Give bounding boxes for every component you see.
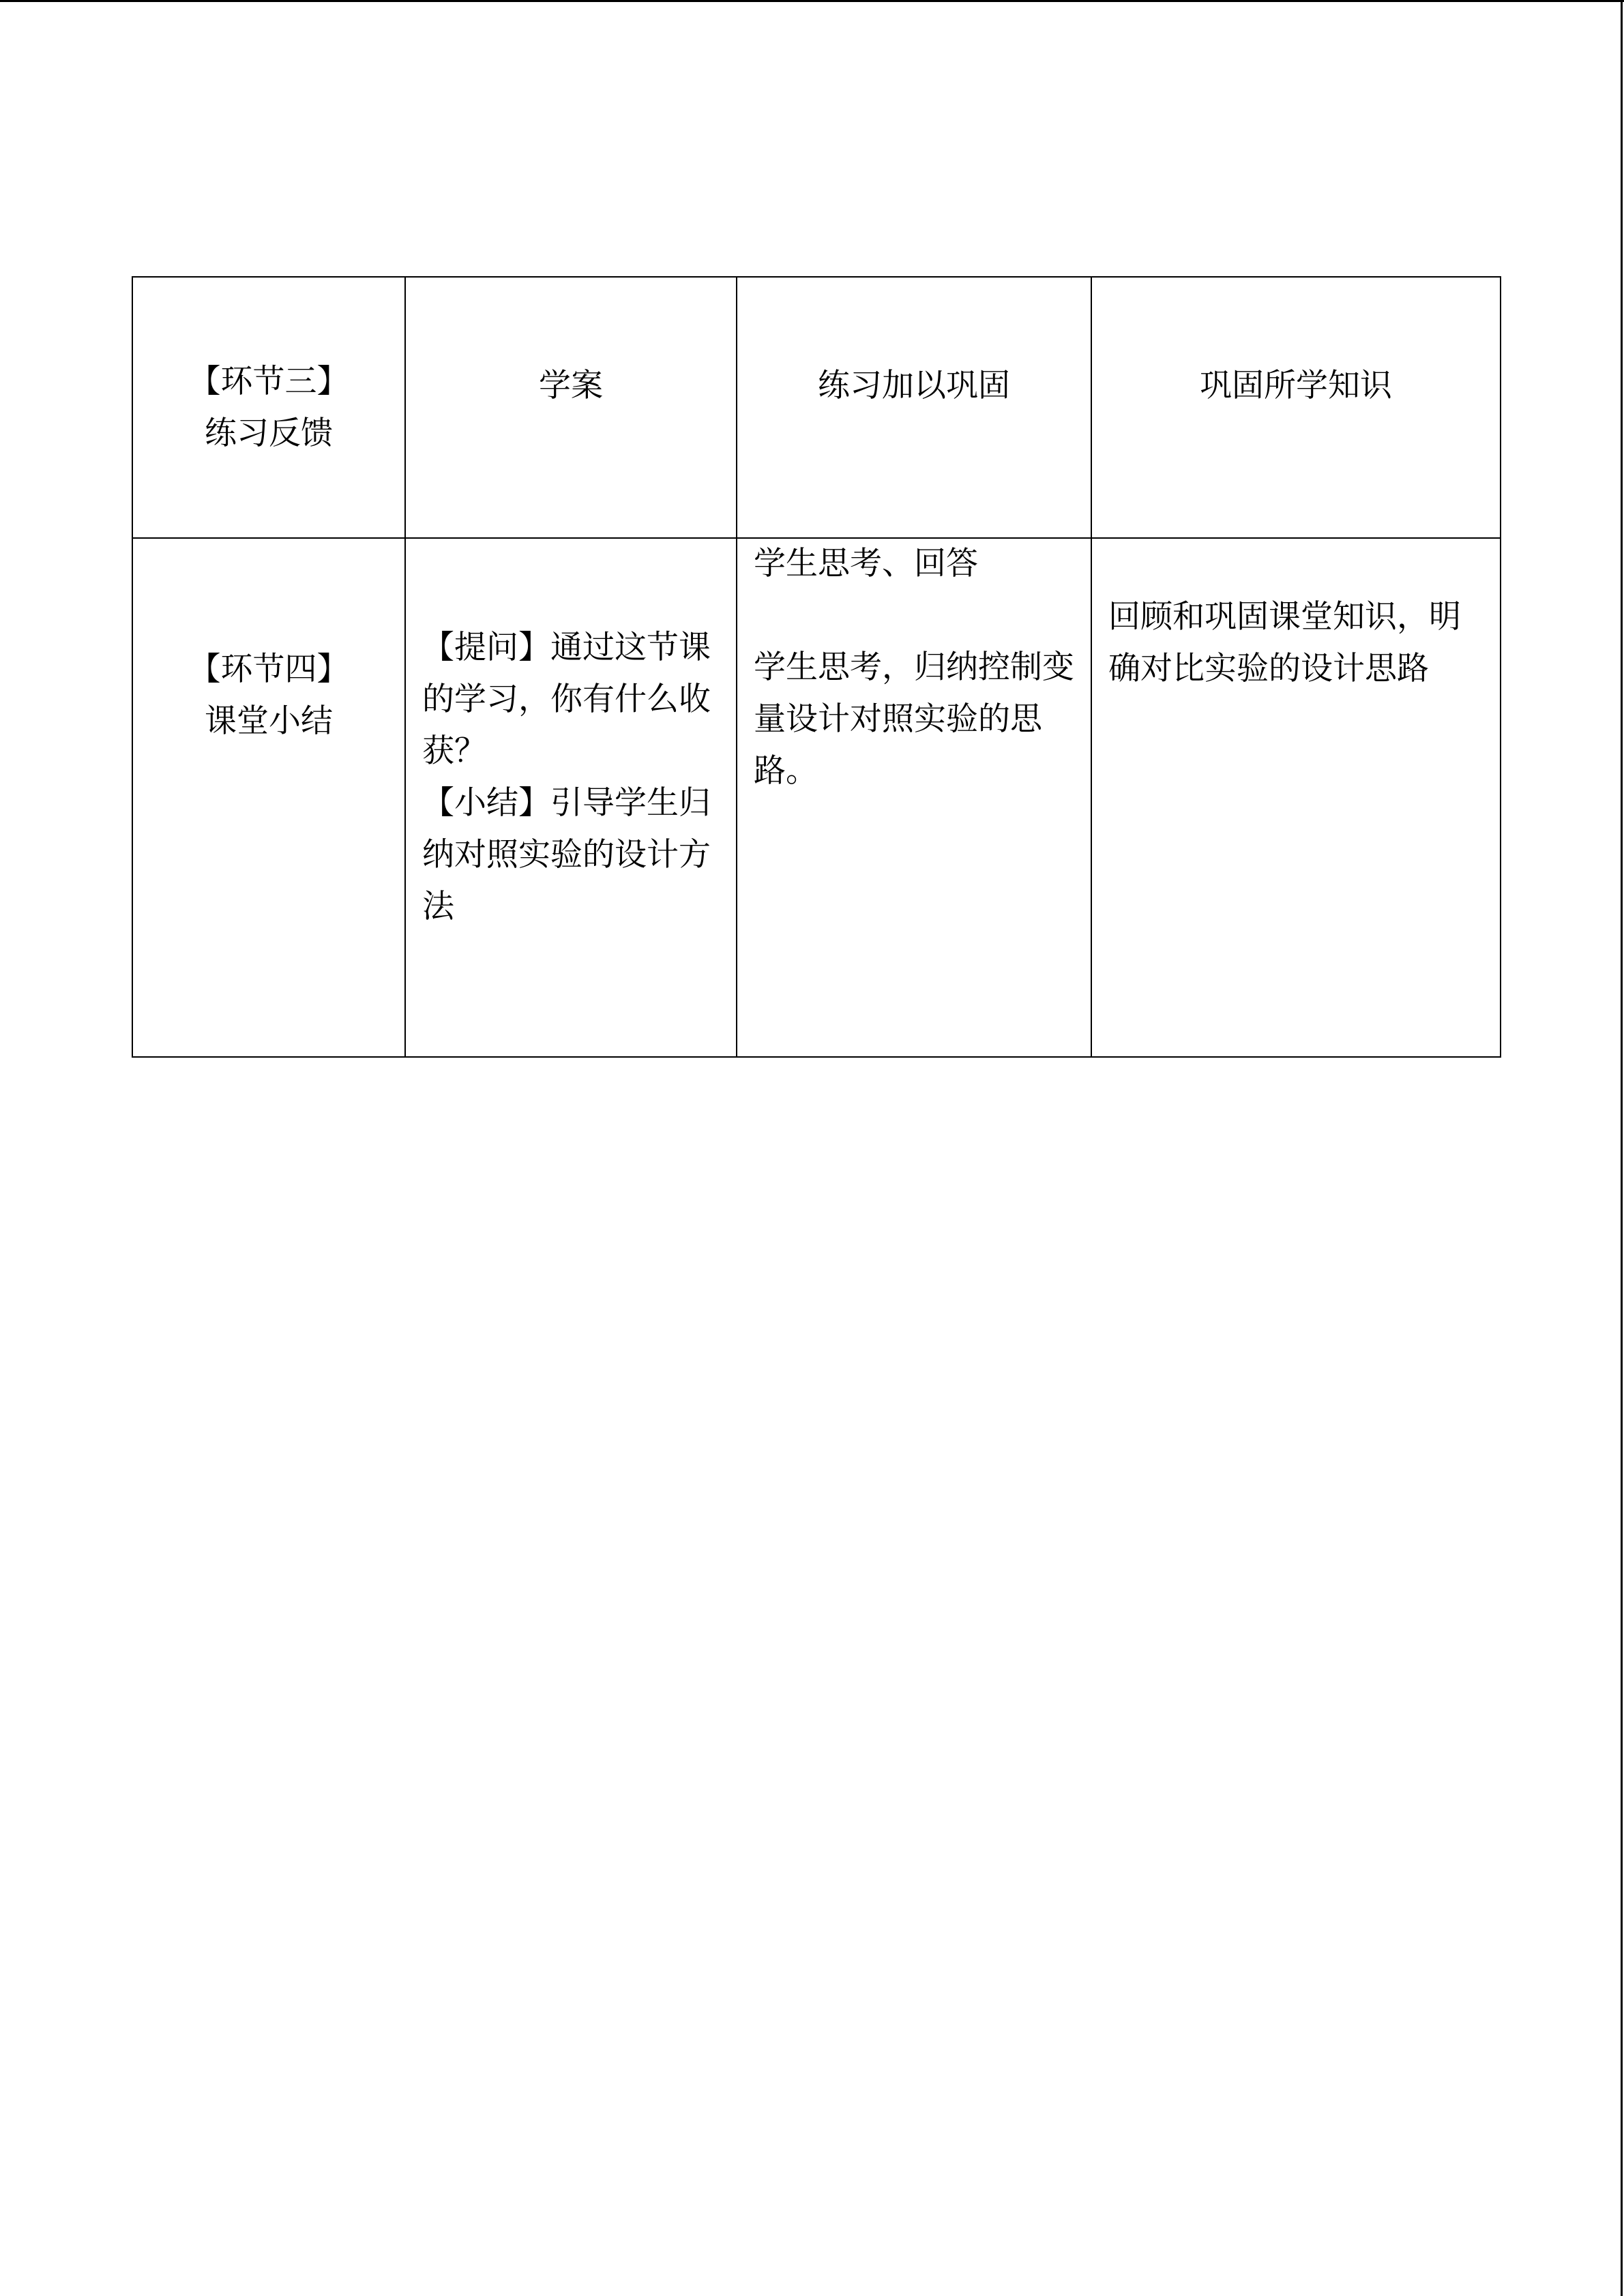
paragraph-gap (754, 590, 1076, 642)
stage-tag: 【环节三】 (188, 362, 349, 400)
student-activity-text: 练习加以巩固 (818, 366, 1010, 404)
student-activity-cell (737, 538, 1091, 1057)
design-intent-cell (1091, 538, 1501, 1057)
stage-name: 练习反馈 (205, 414, 333, 452)
teacher-question: 【提问】通过这节课的学习，你有什么收获？ (422, 628, 711, 770)
design-intent-cell (1091, 277, 1501, 538)
stage-name: 课堂小结 (205, 702, 333, 740)
design-intent-text: 回顾和巩固课堂知识，明确对比实验的设计思路 (1108, 597, 1461, 687)
stage-tag: 【环节四】 (188, 650, 349, 688)
page-top-border (0, 0, 1624, 2)
student-summary: 学生思考，归纳控制变量设计对照实验的思路。 (754, 648, 1074, 790)
teacher-summary: 【小结】引导学生归纳对照实验的设计方法 (422, 784, 711, 925)
lesson-plan-table (132, 276, 1501, 1058)
teacher-activity-text: 学案 (539, 366, 603, 404)
stage-cell (132, 277, 405, 538)
page-right-border (1621, 0, 1623, 2296)
student-activity-cell (737, 277, 1091, 538)
table-row (132, 538, 1501, 1057)
teacher-activity-cell (405, 277, 737, 538)
design-intent-text: 巩固所学知识 (1200, 366, 1392, 404)
teacher-activity-cell (405, 538, 737, 1057)
stage-cell (132, 538, 405, 1057)
table-row (132, 277, 1501, 538)
student-answer: 学生思考、回答 (754, 544, 978, 582)
